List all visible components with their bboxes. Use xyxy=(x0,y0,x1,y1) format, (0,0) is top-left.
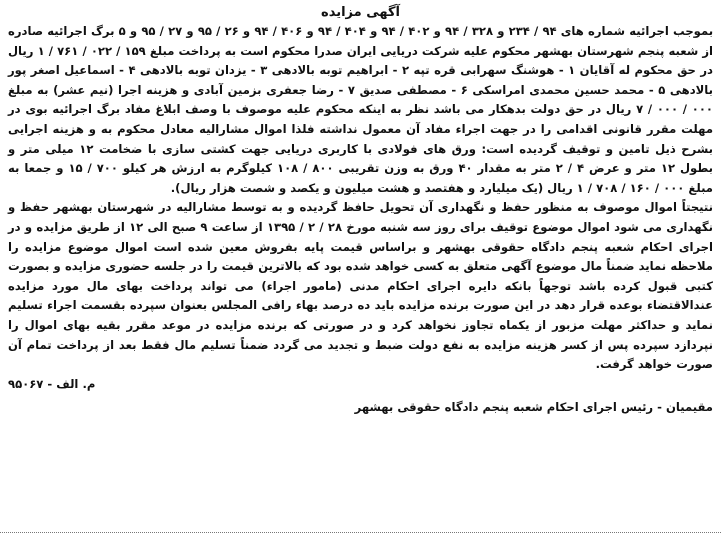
reference-number: م. الف - ۹۵۰۶۷ xyxy=(8,376,96,391)
notice-paragraph: نتیجتاً اموال موصوف به منظور حفظ و نگهداری آن تحویل حافظ گردیده و به توسط مشارالیه در شهرستان بهشهر حفظ و نگهداری می شود اموال موضوع توقیف برای روز سه شنبه مورخ ۲۸ / ۲ / ۱۳۹۵ از ساعت ۹ صبح الی ۱۲ از طریق مزایده و در اجرای احکام شعبه پنجم دادگاه حقوقی بهشهر و براساس قیمت پایه بفروش معین شده است اموال موضوع مزایده را ملاحظه نماید ضمناً مال موضوع آگهی متعلق به کسی خواهد شده بود که بالاترین قیمت را در جلسه حضوری مزایده و بصورت کتبی قبول کرده باشد توجهاً بانکه دایره اجرای احکام مدنی (مامور اجراء) می تواند پرداخت بهای مال مورد مزایده عندالاقتضاء بوعده قرار دهد در این صورت برنده مزایده باید ده درصد بهاء رافی المجلس بعنوان سپرده بقسمت اجراء تسلیم نماید و حداکثر مهلت مزبور از یکماه تجاوز نخواهد کرد و در صورتی که برنده مزایده در موعد مقرر بقیه بهای اموال را نپردازد سپرده پس از کسر هزینه مزایده به نفع دولت ضبط و تجدید می گردد ضمناً تسلیم مال فقط بعد از پرداخت تمام آن صورت خواهد گرفت. xyxy=(8,200,713,372)
notice-paragraph: بموجب اجرائیه شماره های ۹۴ / ۲۳۴ و ۳۲۸ / ۹۴ و ۴۰۲ / ۹۴ و ۴۰۴ / ۹۴ و ۴۰۶ / ۹۴ و ۲۶ / ۹۵ و ۲۷ / ۹۵ و ۵ برگ اجرائیه صادره از شعبه پنجم شهرستان بهشهر محکوم علیه شرکت دریایی ایران صدرا محکوم است به پرداخت مبلغ ۱۵۹ / ۰۲۲ / ۷۶۱ / ۱ ریال در حق محکوم له آقایان ۱ - هوشنگ سهرابی قره تپه ۲ - ابراهیم توبه بالادهی ۳ - یزدان توبه بالادهی ۴ - اسماعیل اصغر پور بالادهی ۵ - محمد حسین محمدی امراسکی ۶ - مصطفی صدیق ۷ - رضا جعفری بزمین آبادی و هزینه اجرا (نیم عشر) به مبلغ ۰۰۰ / ۰۰۰ / ۷ ریال در حق دولت بدهکار می باشد نظر به اینکه محکوم علیه موصوف با وصف ابلاغ مفاد برگ اجرائیه بوی در مهلت مقرر قانونی اقدامی را در جهت اجراء مفاد آن معمول نداشته فلذا اموال مشارالیه معادل محکوم به و هزینه اجرایی بشرح ذیل تامین و توقیف گردیده است: ورق های فولادی با کاربری دریایی جهت کشتی سازی با ضخامت ۱۲ میلی متر و بطول ۱۲ متر و عرض ۴ / ۲ متر به مقدار ۴۰ ورق به وزن تقریبی ۸۰۰ / ۱۰۸ کیلوگرم به ارزش هر کیلو ۷۰۰ / ۱۵ و جمعا به مبلغ ۰۰۰ / ۱۶۰ / ۷۰۸ / ۱ ریال (یک میلیارد و هفتصد و هشت میلیون و یکصد و شصت هزار ریال). xyxy=(8,24,714,195)
bottom-divider xyxy=(0,532,721,533)
signature-line: مقیمیان - رئیس اجرای احکام شعبه پنجم دادگاه حقوقی بهشهر xyxy=(354,400,713,415)
notice-title: آگهی مزایده xyxy=(321,5,400,20)
